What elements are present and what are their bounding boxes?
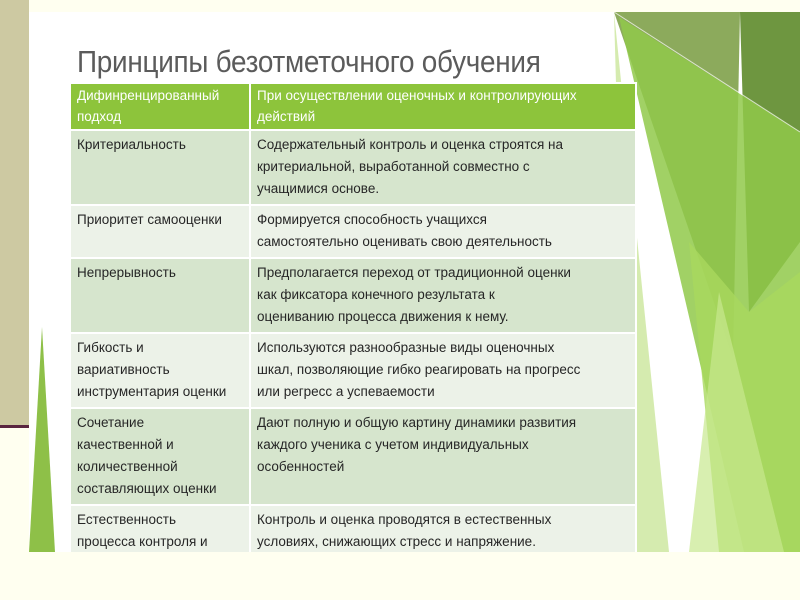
principle-cell: Непрерывность bbox=[70, 258, 250, 333]
principles-table bbox=[69, 82, 637, 552]
table-row bbox=[70, 258, 636, 333]
description-cell: Содержательный контроль и оценка строятся на критериальной, выработанной совместно с учащимися основе. bbox=[250, 130, 636, 205]
table-row bbox=[70, 505, 636, 552]
left-band-line bbox=[0, 425, 29, 428]
principle-cell: Сочетание качественной и количественной составляющих оценки bbox=[70, 408, 250, 505]
left-band-decoration bbox=[0, 0, 29, 425]
table-row bbox=[70, 333, 636, 408]
principle-cell: Критериальность bbox=[70, 130, 250, 205]
description-cell: Предполагается переход от традиционной оценки как фиксатора конечного результата к оцениванию процесса движения к нему. bbox=[250, 258, 636, 333]
description-cell: Дают полную и общую картину динамики развития каждого ученика с учетом индивидуальных особенностей bbox=[250, 408, 636, 505]
description-cell: Формируется способность учащихся самостоятельно оценивать свою деятельность bbox=[250, 205, 636, 258]
principle-cell: Гибкость и вариативность инструментария оценки bbox=[70, 333, 250, 408]
slide bbox=[29, 12, 800, 552]
principle-cell: Естественность процесса контроля и bbox=[70, 505, 250, 552]
header-cell: Дифинренцированный подход bbox=[70, 83, 250, 130]
principle-cell: Приоритет самооценки bbox=[70, 205, 250, 258]
description-cell: Контроль и оценка проводятся в естественных условиях, снижающих стресс и напряжение. bbox=[250, 505, 636, 552]
header-cell: При осуществлении оценочных и контролирующих действий bbox=[250, 83, 636, 130]
slide-title: Принципы безотметочного обучения bbox=[77, 44, 541, 79]
table-row bbox=[70, 130, 636, 205]
description-cell: Используются разнообразные виды оценочных шкал, позволяющие гибко реагировать на прогресс или регресс а успеваемости bbox=[250, 333, 636, 408]
table-row bbox=[70, 205, 636, 258]
table-row bbox=[70, 408, 636, 505]
table-header-row bbox=[70, 83, 636, 130]
